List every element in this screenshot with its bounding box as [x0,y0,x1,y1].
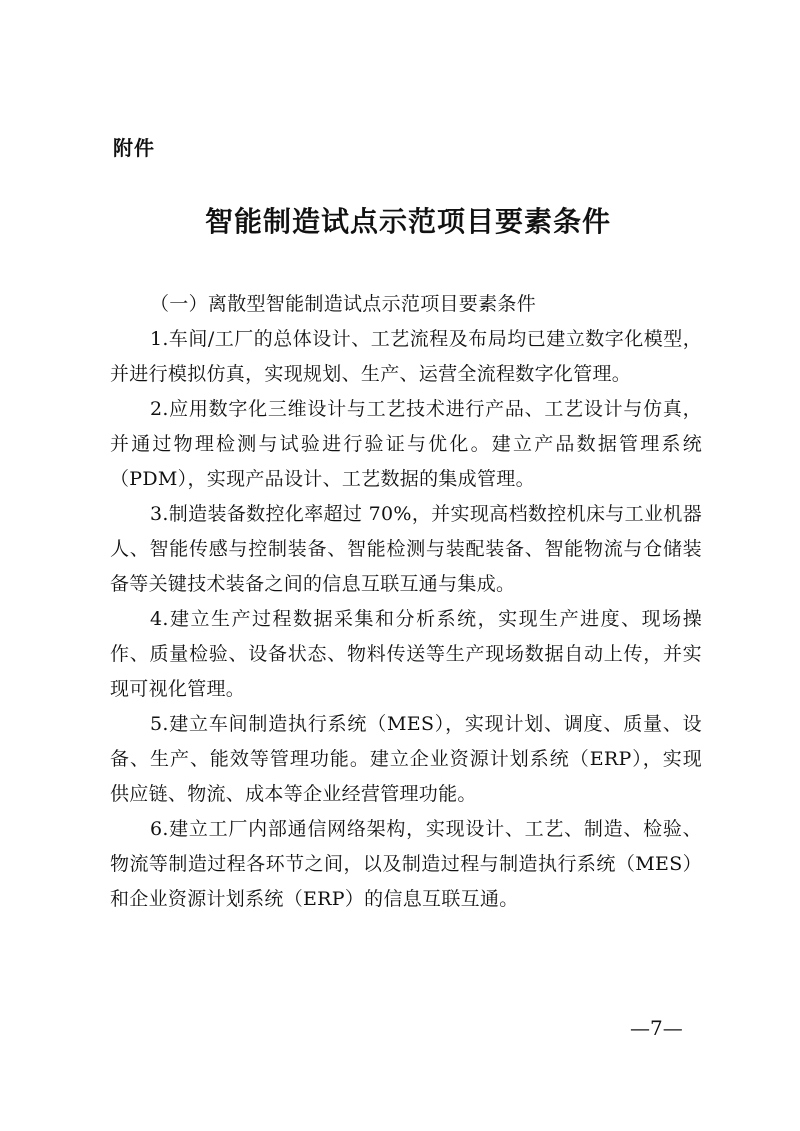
section-heading: （一）离散型智能制造试点示范项目要素条件 [150,293,537,315]
document-body [110,287,702,917]
requirement-item-3: 3.制造装备数控化率超过 70%，并实现高档数控机床与工业机器人、智能传感与控制装备、智能检测与装配装备、智能物流与仓储装备等关键技术装备之间的信息互联互通与集成。 [110,503,702,595]
requirement-item-4: 4.建立生产过程数据采集和分析系统，实现生产进度、现场操作、质量检验、设备状态、物料传送等生产现场数据自动上传，并实现可视化管理。 [110,608,702,700]
requirement-item-2: 2.应用数字化三维设计与工艺技术进行产品、工艺设计与仿真，并通过物理检测与试验进行验证与优化。建立产品数据管理系统（PDM），实现产品设计、工艺数据的集成管理。 [110,398,702,490]
page-number: —7— [630,1016,683,1040]
document-title: 智能制造试点示范项目要素条件 [204,205,611,238]
requirement-item-5: 5.建立车间制造执行系统（MES），实现计划、调度、质量、设备、生产、能效等管理功能。建立企业资源计划系统（ERP），实现供应链、物流、成本等企业经营管理功能。 [110,713,702,805]
attachment-label: 附件 [113,136,155,160]
requirement-item-1: 1.车间/工厂的总体设计、工艺流程及布局均已建立数字化模型，并进行模拟仿真，实现规划、生产、运营全流程数字化管理。 [110,328,702,385]
requirement-item-6: 6.建立工厂内部通信网络架构，实现设计、工艺、制造、检验、物流等制造过程各环节之间，以及制造过程与制造执行系统（MES）和企业资源计划系统（ERP）的信息互联互通。 [110,818,702,910]
